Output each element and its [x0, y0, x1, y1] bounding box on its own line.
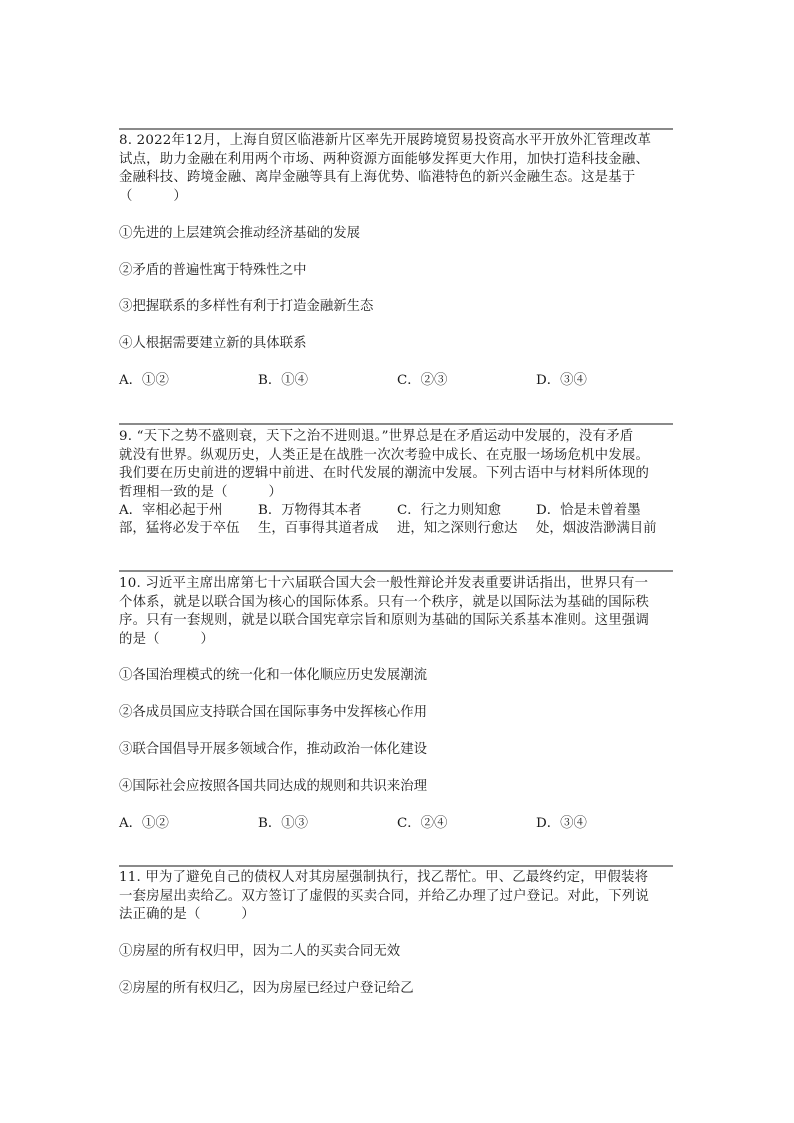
q9-choices-row1 [119, 502, 679, 520]
q11-statement-1: ①房屋的所有权归甲，因为二人的买卖合同无效 [119, 944, 401, 959]
q9-choice-c-cont: 进，知之深则行愈达 [397, 521, 518, 536]
q10-statement-4: ④国际社会应按照各国共同达成的规则和共识来治理 [119, 779, 427, 794]
q9-choice-c[interactable]: C．行之力则知愈 [397, 503, 501, 518]
q10-stem-line: 10. 习近平主席出席第七十六届联合国大会一般性辩论并发表重要讲话指出，世界只有一 [119, 576, 649, 591]
q9-stem-line: 我们要在历史前进的逻辑中前进、在时代发展的潮流中发展。下列古语中与材料所体现的 [119, 466, 650, 481]
q10-stem-line: 序。只有一套规则，就是以联合国宪章宗旨和原则为基础的国际关系基本准则。这里强调 [119, 613, 650, 628]
q9-choice-d-cont: 处，烟波浩渺满目前 [536, 521, 657, 536]
q11-stem [119, 869, 679, 925]
q9-stem-line: 哲理相一致的是（ ） [119, 484, 283, 500]
q9-stem [119, 428, 679, 502]
q9-choice-a[interactable]: A．宰相必起于州 [119, 503, 223, 518]
q10-choice-d[interactable]: D．③④ [536, 816, 587, 831]
q8-statement-2: ②矛盾的普遍性寓于特殊性之中 [119, 263, 307, 278]
q8-choice-a[interactable]: A．①② [119, 373, 169, 388]
q10-statement-1: ①各国治理模式的统一化和一体化顺应历史发展潮流 [119, 668, 427, 683]
q8-statement-1: ①先进的上层建筑会推动经济基础的发展 [119, 226, 361, 241]
q9-choice-d[interactable]: D．恰是未曾着墨 [536, 503, 641, 518]
q8-stem-line: （ ） [119, 188, 187, 204]
q10-statement-2: ②各成员国应支持联合国在国际事务中发挥核心作用 [119, 705, 427, 720]
q11-stem-line: 法正确的是（ ） [119, 907, 255, 922]
q8-choice-d[interactable]: D．③④ [536, 373, 587, 388]
q9-stem-line: 9. “天下之势不盛则衰，天下之治不进则退。”世界总是在矛盾运动中发展的，没有矛盾 [119, 429, 634, 444]
q10-choice-a[interactable]: A．①② [119, 816, 169, 831]
q8-stem [119, 132, 679, 206]
q11-stem-line: 11. 甲为了避免自己的债权人对其房屋强制执行，找乙帮忙。甲、乙最终约定，甲假装将 [119, 870, 649, 885]
q9-choice-b-cont: 生，百事得其道者成 [258, 521, 379, 536]
q8-stem-line: 金融科技、跨境金融、离岸金融等具有上海优势、临港特色的新兴金融生态。这是基于 [119, 170, 636, 185]
q10-divider [119, 570, 673, 572]
q10-choices [119, 815, 679, 833]
q8-choices [119, 372, 679, 390]
q10-stem-line: 个体系，就是以联合国为核心的国际体系。只有一个秩序，就是以国际法为基础的国际秩 [119, 594, 650, 610]
q8-statement-4: ④人根据需要建立新的具体联系 [119, 336, 307, 351]
q11-statement-2: ②房屋的所有权归乙，因为房屋已经过户登记给乙 [119, 981, 414, 996]
q8-divider [119, 128, 673, 130]
q10-choice-c[interactable]: C．②④ [397, 816, 448, 831]
q8-stem-line: 试点，助力金融在利用两个市场、两种资源方面能够发挥更大作用，加快打造科技金融、 [119, 151, 650, 167]
q8-choice-b[interactable]: B．①④ [258, 373, 309, 388]
q9-choice-a-cont: 部，猛将必发于卒伍 [119, 521, 240, 536]
q9-divider [119, 423, 673, 425]
q8-statement-3: ③把握联系的多样性有利于打造金融新生态 [119, 299, 374, 314]
q8-choice-c[interactable]: C．②③ [397, 373, 448, 388]
q11-divider [119, 865, 673, 867]
q8-stem-line: 8. 2022年12月，上海自贸区临港新片区率先开展跨境贸易投资高水平开放外汇管理改革 [119, 133, 652, 148]
q10-stem [119, 575, 679, 649]
q9-choice-b[interactable]: B．万物得其本者 [258, 503, 362, 518]
q9-stem-line: 就没有世界。纵观历史，人类正是在战胜一次次考验中成长、在克服一场场危机中发展。 [119, 447, 650, 463]
q9-choices-row2 [119, 520, 679, 538]
q11-stem-line: 一套房屋出卖给乙。双方签订了虚假的买卖合同，并给乙办理了过户登记。对此，下列说 [119, 888, 650, 904]
q10-choice-b[interactable]: B．①③ [258, 816, 309, 831]
q10-statement-3: ③联合国倡导开展多领域合作，推动政治一体化建设 [119, 742, 427, 757]
q10-stem-line: 的是（ ） [119, 631, 215, 647]
